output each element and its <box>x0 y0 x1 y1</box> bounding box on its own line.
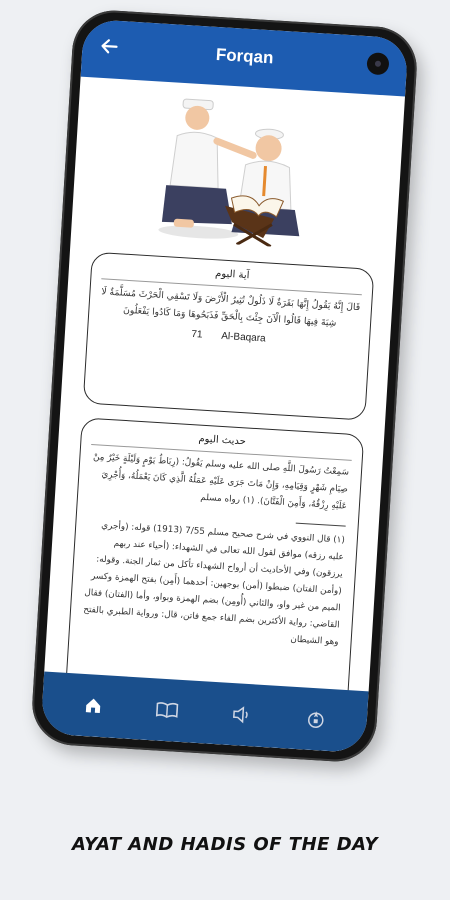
qibla-compass-icon <box>305 709 326 730</box>
speaker-icon <box>231 705 252 724</box>
footnote-rule <box>296 523 346 527</box>
hadith-text: سَمِعْتُ رَسُولَ اللَّهِ صلى الله عليه وسلم يَقُولُ: (رِبَاطُ يَوْمٍ وَلَيْلَةٍ خَيْرٌ مِنْ صِيَامِ شَهْرٍ وَقِيَامِهِ، وَإِنْ مَاتَ جَرَى عَلَيْهِ عَمَلُهُ الَّذِي كَانَ يَعْمَلُهُ، وَأُجْرِيَ عَلَيْهِ رِزْقُهُ، وَأَمِنَ الْفَتَّانَ). (١) رواه مسلم <box>92 452 350 512</box>
ayah-text: قَالَ إِنَّهُ يَقُولُ إِنَّهَا بَقَرَةٌ لَا ذَلُولٌ تُثِيرُ الْأَرْضَ وَلَا تَسْقِي الْحَرْثَ مُسَلَّمَةٌ لَا شِيَةَ فِيهَا قَالُوا الْآنَ جِئْتَ بِالْحَقِّ فَذَبَحُوهَا وَمَا كَادُوا يَفْعَلُونَ <box>101 286 361 329</box>
surah-name: Al-Baqara <box>220 330 266 345</box>
home-icon <box>84 696 103 715</box>
promo-caption: AYAT AND HADIS OF THE DAY <box>71 834 379 855</box>
kids-reading-quran-illustration <box>153 90 322 249</box>
ayah-card-title: آية اليوم <box>214 268 250 282</box>
nav-home[interactable] <box>72 684 114 726</box>
nav-qibla[interactable] <box>295 698 337 740</box>
ayah-of-day-card[interactable] <box>83 252 375 421</box>
verse-number: 71 <box>191 328 203 341</box>
nav-audio[interactable] <box>220 693 262 735</box>
nav-quran[interactable] <box>146 689 188 731</box>
open-book-icon <box>156 700 179 719</box>
hadith-footnote: (١) قال النووي في شرح صحيح مسلم 7/55 (1913) قوله: (وأجري عليه رزقه) موافق لقول الله تعالى في الشهداء: (أحياء عند ربهم يرزقون) وفي الأحاديث أن أرواح الشهداء تأكل من ثمار الجنة. وقوله: (وأمن الفتان) ضبطوا (أمن) بوجهين: أحدهما (أَمِن) بفتح الهمزة وكسر الميم من غير واو، والثاني (أُومِن) بضم الهمزة وبواو، وأما (الفتان) فقال القاضي: رواية الأكثرين بضم الفاء جمع فاتن، قال: ورواية الطبري بالفتح وهو الشيطان <box>83 520 346 648</box>
app-screen <box>40 19 408 754</box>
app-title: Forqan <box>215 44 274 68</box>
phone-mockup <box>30 8 419 764</box>
hadith-card-title: حديث اليوم <box>198 433 247 448</box>
